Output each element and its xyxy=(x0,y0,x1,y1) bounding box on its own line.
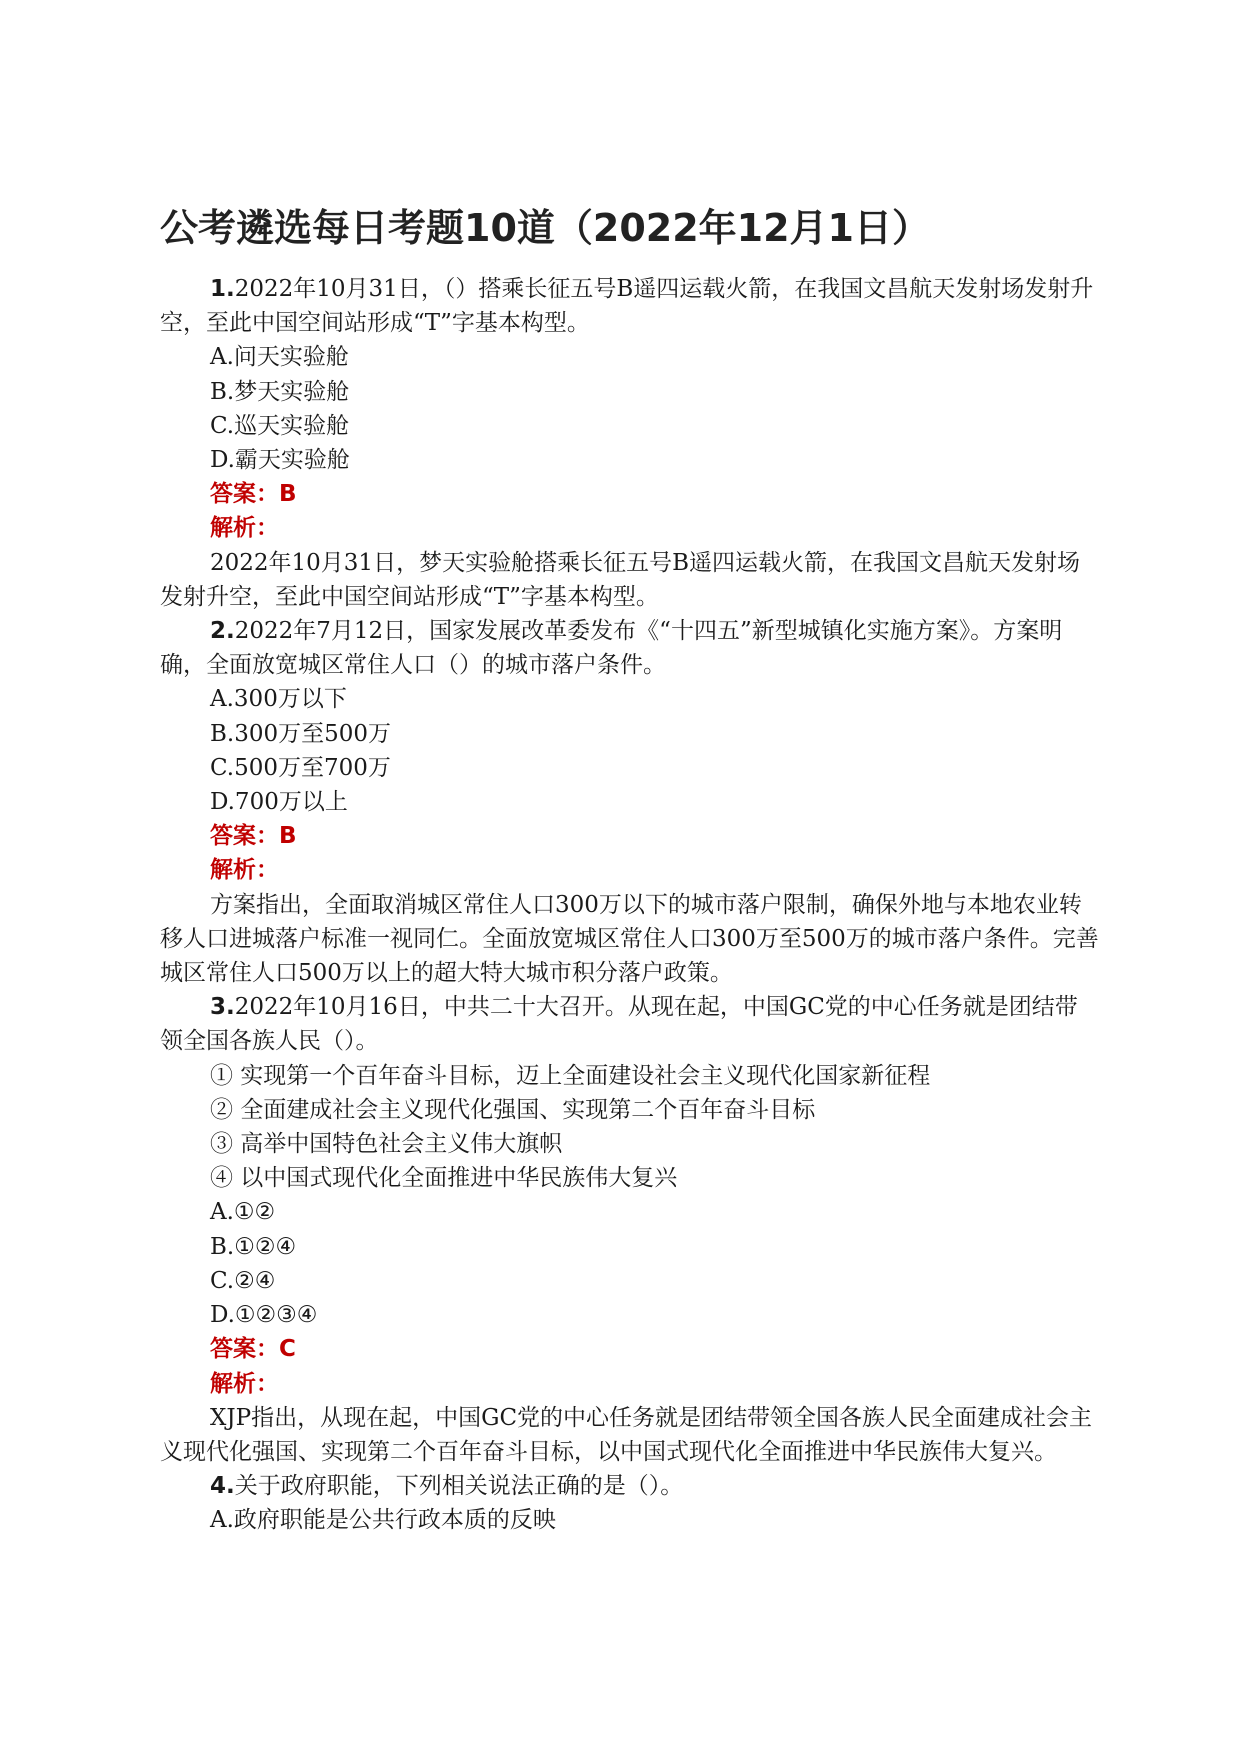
page-title: 公考遴选每日考题10道（2022年12月1日） xyxy=(160,206,930,250)
question-1-analysis: 2022年10月31日，梦天实验舱搭乘长征五号B遥四运载火箭，在我国文昌航天发射场发射升空，至此中国空间站形成“T”字基本构型。 xyxy=(160,549,1080,610)
question-1-option-d: D.霸天实验舱 xyxy=(210,447,350,474)
document-body xyxy=(160,272,1100,1538)
question-1-stem xyxy=(160,272,1100,340)
question-3-statement-4: ④ 以中国式现代化全面推进中华民族伟大复兴 xyxy=(210,1165,678,1192)
question-3-statement-3: ③ 高举中国特色社会主义伟大旗帜 xyxy=(210,1131,563,1158)
question-1-answer: 答案：B xyxy=(210,481,297,508)
question-3-analysis-label: 解析： xyxy=(210,1370,279,1397)
question-2-number: 2. xyxy=(210,618,235,645)
question-3-option-c: C.②④ xyxy=(210,1267,276,1294)
question-1-analysis-label: 解析： xyxy=(210,515,279,542)
question-3-text: 2022年10月16日，中共二十大召开。从现在起，中国GC党的中心任务就是团结带领全国各族人民（）。 xyxy=(160,994,1078,1055)
question-3-option-d: D.①②③④ xyxy=(210,1302,318,1329)
question-1-option-a: A.问天实验舱 xyxy=(210,344,349,371)
question-1-text: 2022年10月31日，（）搭乘长征五号B遥四运载火箭，在我国文昌航天发射场发射升空，至此中国空间站形成“T”字基本构型。 xyxy=(160,276,1094,337)
question-3-number: 3. xyxy=(210,994,235,1021)
question-2-answer: 答案：B xyxy=(210,823,297,850)
question-4-stem xyxy=(160,1469,1100,1503)
question-3-stem xyxy=(160,990,1100,1058)
question-2-option-a: A.300万以下 xyxy=(210,686,347,713)
question-3-answer: 答案：C xyxy=(210,1336,296,1363)
question-4-number: 4. xyxy=(210,1473,235,1500)
question-3-option-a: A.①② xyxy=(210,1199,276,1226)
question-2-analysis-label: 解析： xyxy=(210,857,279,884)
question-2-stem xyxy=(160,614,1100,682)
question-4-text: 关于政府职能，下列相关说法正确的是（）。 xyxy=(234,1473,684,1500)
question-1-number: 1. xyxy=(210,276,235,302)
question-2-option-c: C.500万至700万 xyxy=(210,754,391,781)
question-2-option-b: B.300万至500万 xyxy=(210,720,392,747)
question-3-analysis: XJP指出，从现在起，中国GC党的中心任务就是团结带领全国各族人民全面建成社会主义现代化强国、实现第二个百年奋斗目标，以中国式现代化全面推进中华民族伟大复兴。 xyxy=(160,1404,1093,1465)
question-3-option-b: B.①②④ xyxy=(210,1233,297,1260)
question-3-statement-1: ① 实现第一个百年奋斗目标，迈上全面建设社会主义现代化国家新征程 xyxy=(210,1062,931,1089)
question-2-option-d: D.700万以上 xyxy=(210,789,348,816)
question-2-analysis: 方案指出，全面取消城区常住人口300万以下的城市落户限制，确保外地与本地农业转移人口进城落户标准一视同仁。全面放宽城区常住人口300万至500万的城市落户条件。完善城区常住人口500万以上的超大特大城市积分落户政策。 xyxy=(160,891,1099,987)
question-4-option-a: A.政府职能是公共行政本质的反映 xyxy=(210,1507,556,1534)
question-3-statement-2: ② 全面建成社会主义现代化强国、实现第二个百年奋斗目标 xyxy=(210,1096,816,1123)
question-1-option-c: C.巡天实验舱 xyxy=(210,412,350,439)
question-2-text: 2022年7月12日，国家发展改革委发布《“十四五”新型城镇化实施方案》。方案明确，全面放宽城区常住人口（）的城市落户条件。 xyxy=(160,618,1063,679)
question-1-option-b: B.梦天实验舱 xyxy=(210,378,350,405)
